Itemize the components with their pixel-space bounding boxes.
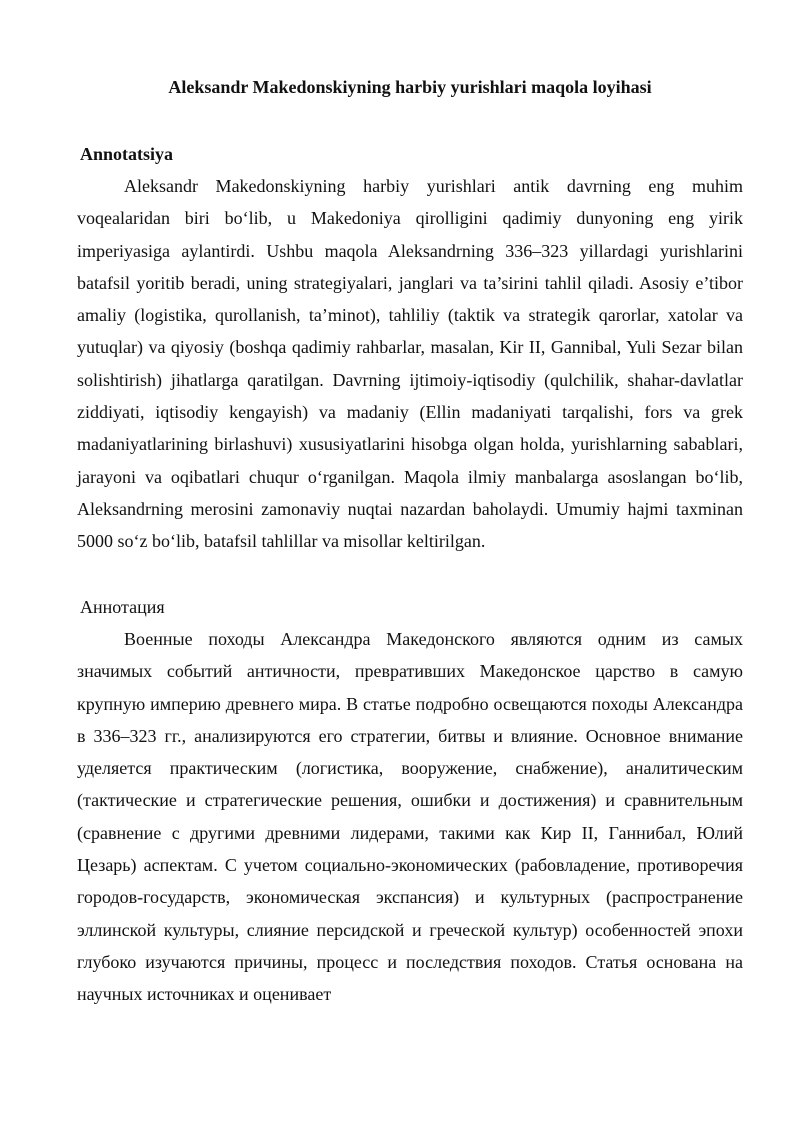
document-title: Aleksandr Makedonskiyning harbiy yurishlari maqola loyihasi <box>168 77 652 97</box>
annotation-heading-russian: Аннотация <box>80 597 165 617</box>
annotation-paragraph-russian: Военные походы Александра Македонского являются одним из самых значимых событий античности, превративших Македонское царство в самую крупную империю древнего мира. В статье подробно освещаются походы Александра в 336–323 гг., анализируются его стратегии, битвы и влияние. Основное внимание уделяется практическим (логистика, вооружение, снабжение), аналитическим (тактические и стратегические решения, ошибки и достижения) и сравнительным (сравнение с другими древними лидерами, такими как Кир II, Ганнибал, Юлий Цезарь) аспектам. С учетом социально-экономических (рабовладение, противоречия городов-государств, экономическая экспансия) и культурных (распространение эллинской культуры, слияние персидской и греческой культур) особенностей эпохи глубоко изучаются причины, процесс и последствия походов. Статья основана на научных источниках и оценивает <box>77 629 743 1005</box>
annotation-heading-uzbek: Annotatsiya <box>80 144 174 164</box>
annotation-paragraph-uzbek: Aleksandr Makedonskiyning harbiy yurishlari antik davrning eng muhim voqealaridan biri bo‘lib, u Makedoniya qirolligini qadimiy dunyoning eng yirik imperiyasiga aylantirdi. Ushbu maqola Aleksandrning 336–323 yillardagi yurishlarini batafsil yoritib beradi, uning strategiyalari, janglari va ta’sirini tahlil qiladi. Asosiy e’tibor amaliy (logistika, qurollanish, ta’minot), tahliliy (taktik va strategik qarorlar, xatolar va yutuqlar) va qiyosiy (boshqa qadimiy rahbarlar, masalan, Kir II, Gannibal, Yuli Sezar bilan solishtirish) jihatlarga qaratilgan. Davrning ijtimoiy-iqtisodiy (qulchilik, shahar-davlatlar ziddiyati, iqtisodiy kengayish) va madaniy (Ellin madaniyati tarqalishi, fors va grek madaniyatlarining birlashuvi) xususiyatlarini hisobga olgan holda, yurishlarning sabablari, jarayoni va oqibatlari chuqur o‘rganilgan. Maqola ilmiy manbalarga asoslangan bo‘lib, Aleksandrning merosini zamonaviy nuqtai nazardan baholaydi. Umumiy hajmi taxminan 5000 so‘z bo‘lib, batafsil tahlillar va misollar keltirilgan. <box>77 176 743 552</box>
